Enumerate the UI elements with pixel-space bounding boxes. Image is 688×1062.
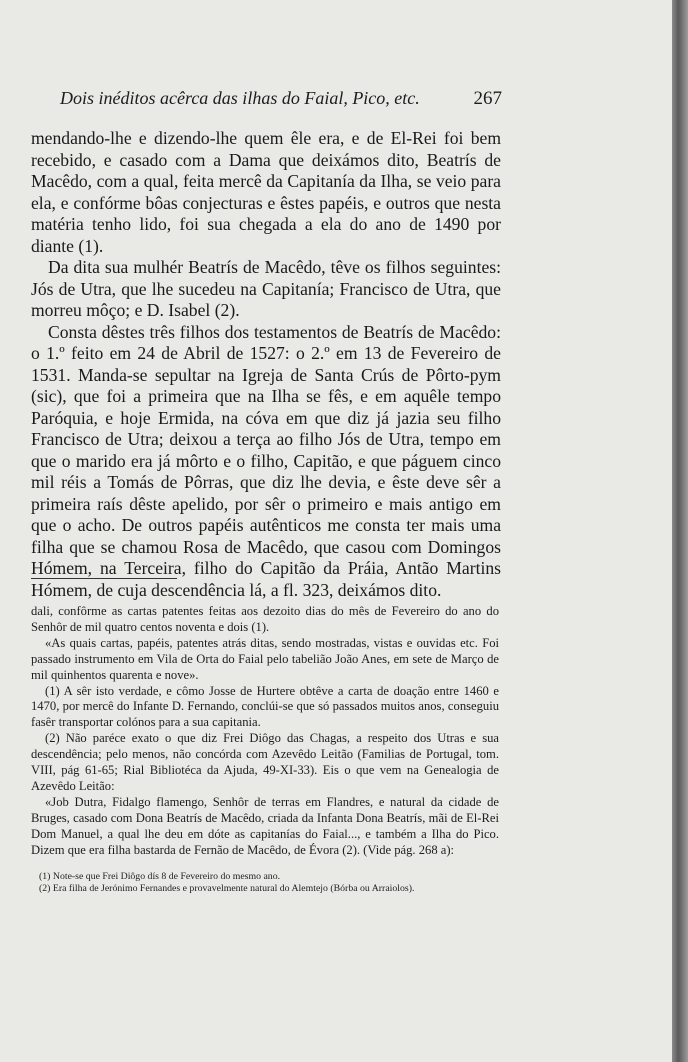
- paragraph: mendando-lhe e dizendo-lhe quem êle era, e de El-Rei foi bem recebido, e casado com a Dama que deixámos dito, Beatrís de Macêdo, com a qual, feita mercê da Capitanía da Ilha, se veio para ela, e confórme bôas conjecturas e êstes papéis, e outros que nesta matéria tenho lido, foi sua chegada a ela do ano de 1490 por diante (1).: [31, 128, 501, 256]
- running-head: [60, 88, 502, 110]
- main-text: [31, 128, 501, 601]
- footnote: (1) A sêr isto verdade, e cômo Josse de Hurtere obtêve a carta de doação entre 1460 e 1470, por mercê do Infante D. Fernando, conclúi-se que só passados muitos anos, conseguiu fasêr transportar colónos para a sua capitania.: [31, 683, 499, 730]
- paragraph: Consta dêstes três filhos dos testamentos de Beatrís de Macêdo: o 1.º feito em 24 de Abril de 1527: o 2.º em 13 de Fevereiro de 1531. Manda-se sepultar na Igreja de Santa Crús de Pôrto-pym (sic), que foi a primeira que na Ilha se fês, e em aquêle tempo Paróquia, e hoje Ermida, na cóva em que diz já jazia seu filho Francisco de Utra; deixou a terça ao filho Jós de Utra, tempo em que o marido era já môrto e o filho, Capitão, e que páguem cinco mil réis a Tomás de Pôrras, que diz lhe devia, e êste deve sêr a primeira raís dêste apelido, por sêr o primeiro e mais antigo em que o acho. De outros papéis autênticos me consta ter mais uma filha que se chamou Rosa de Macêdo, que casou com Domingos Hómem, na Terceira, filho do Capitão da Práia, Antão Martins Hómem, de cuja descendência lá, a fl. 323, deixámos dito.: [31, 321, 501, 600]
- page-number: 267: [473, 88, 502, 109]
- sub-footnote: (2) Era filha de Jerónimo Fernandes e provavelmente natural do Alemtejo (Bórba ou Arraiolos).: [39, 882, 415, 894]
- sub-footnotes: [31, 871, 499, 894]
- running-title: Dois inéditos acêrca das ilhas do Faial, Pico, etc.: [60, 88, 420, 108]
- page-edge: [672, 0, 688, 1062]
- footnotes: [31, 604, 499, 859]
- paragraph: Da dita sua mulhér Beatrís de Macêdo, têve os filhos seguintes: Jós de Utra, que lhe sucedeu na Capitanía; Francisco de Utra, que morreu môço; e D. Isabel (2).: [31, 257, 501, 320]
- footnote: (2) Não paréce exato o que diz Frei Diôgo das Chagas, a respeito dos Utras e sua descendência; pelo menos, não concórda com Azevêdo Leitão (Familias de Portugal, tom. VIII, pág 61-65; Rial Bibliotéca da Ajuda, 49-XI-33). Eis o que vem na Genealogia de Azevêdo Leitão:: [31, 731, 499, 793]
- footnote: dali, confôrme as cartas patentes feitas aos dezoito dias do mês de Fevereiro do ano do Senhôr de mil quatro centos noventa e dois (1).: [31, 604, 499, 634]
- footnote: «Job Dutra, Fidalgo flamengo, Senhôr de terras em Flandres, e natural da cidade de Bruges, casado com Dona Beatrís de Macêdo, criada da Infanta Dona Beatrís, mãi de El-Rei Dom Manuel, a qual lhe deu em dóte as capitanías do Faial..., e também a Ilha do Pico. Dizem que era filha bastarda de Fernão de Macêdo, de Évora (2). (Vide pág. 268 a):: [31, 794, 499, 857]
- footnote: «As quais cartas, papéis, patentes atrás ditas, sendo mostradas, vistas e ouvidas etc. Foi passado instrumento em Vila de Orta do Faial pelo tabelião João Anes, em sete de Março de mil quinhentos quarenta e nove».: [31, 635, 499, 682]
- footnote-divider: [31, 578, 177, 579]
- sub-footnote: (1) Note-se que Frei Diôgo dís 8 de Fevereiro do mesmo ano.: [39, 871, 281, 882]
